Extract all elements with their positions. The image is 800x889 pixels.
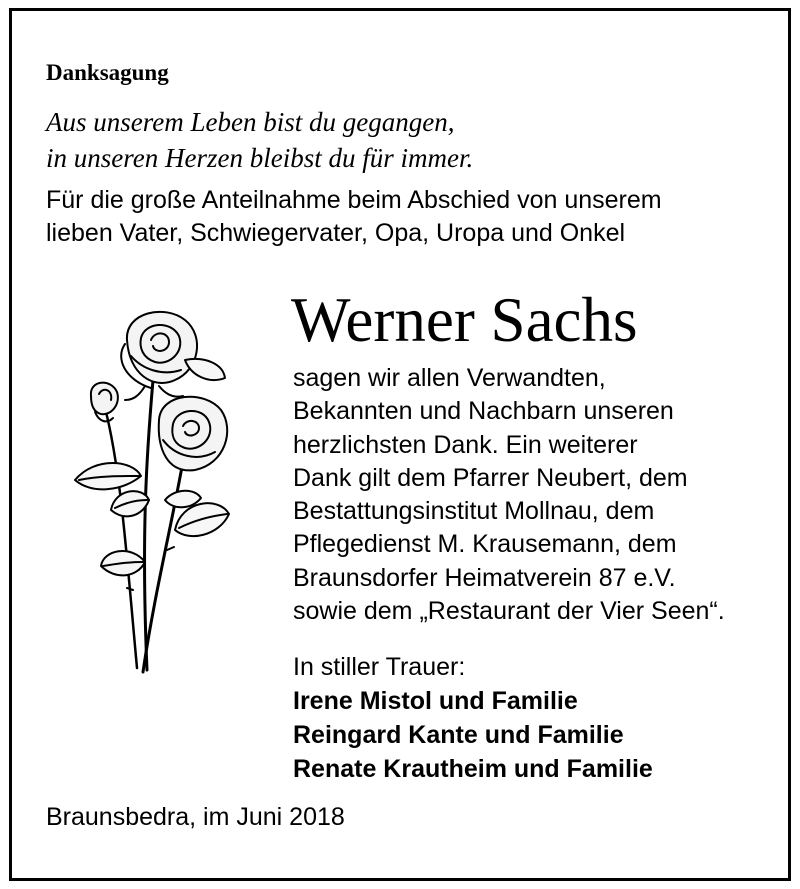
deceased-name: Werner Sachs [291,285,638,355]
intro-line: Für die große Anteilnahme beim Abschied von unserem [46,186,662,214]
family-name: Renate Krautheim und Familie [293,755,653,783]
thanks-line: Bekannten und Nachbarn unseren [293,397,674,426]
motto [46,104,473,176]
intro-text [46,184,662,250]
mourners-block [293,650,653,786]
motto-line: Aus unserem Leben bist du gegangen, [46,107,455,137]
thanks-line: sagen wir allen Verwandten, [293,364,606,392]
thanks-line: herzlichsten Dank. Ein weiterer [293,430,638,459]
motto-line: in unseren Herzen bleibst du für immer. [46,143,474,173]
thanks-line: Pflegedienst M. Krausemann, dem [293,530,677,559]
family-name: Reingard Kante und Familie [293,721,624,749]
thanks-line: sowie dem „Restaurant der Vier Seen“. [293,597,725,626]
thanks-line: Dank gilt dem Pfarrer Neubert, dem [293,463,688,492]
thanks-line: Braunsdorfer Heimatverein 87 e.V. [293,563,676,592]
notice-heading: Danksagung [46,60,169,85]
mourning-label: In stiller Trauer: [293,653,466,681]
roses-illustration [55,300,255,680]
family-name: Irene Mistol und Familie [293,687,578,715]
place-date: Braunsbedra, im Juni 2018 [46,803,345,831]
intro-line: lieben Vater, Schwiegervater, Opa, Uropa und Onkel [46,219,626,247]
thanks-line: Bestattungsinstitut Mollnau, dem [293,497,655,526]
thanks-text [293,362,725,628]
